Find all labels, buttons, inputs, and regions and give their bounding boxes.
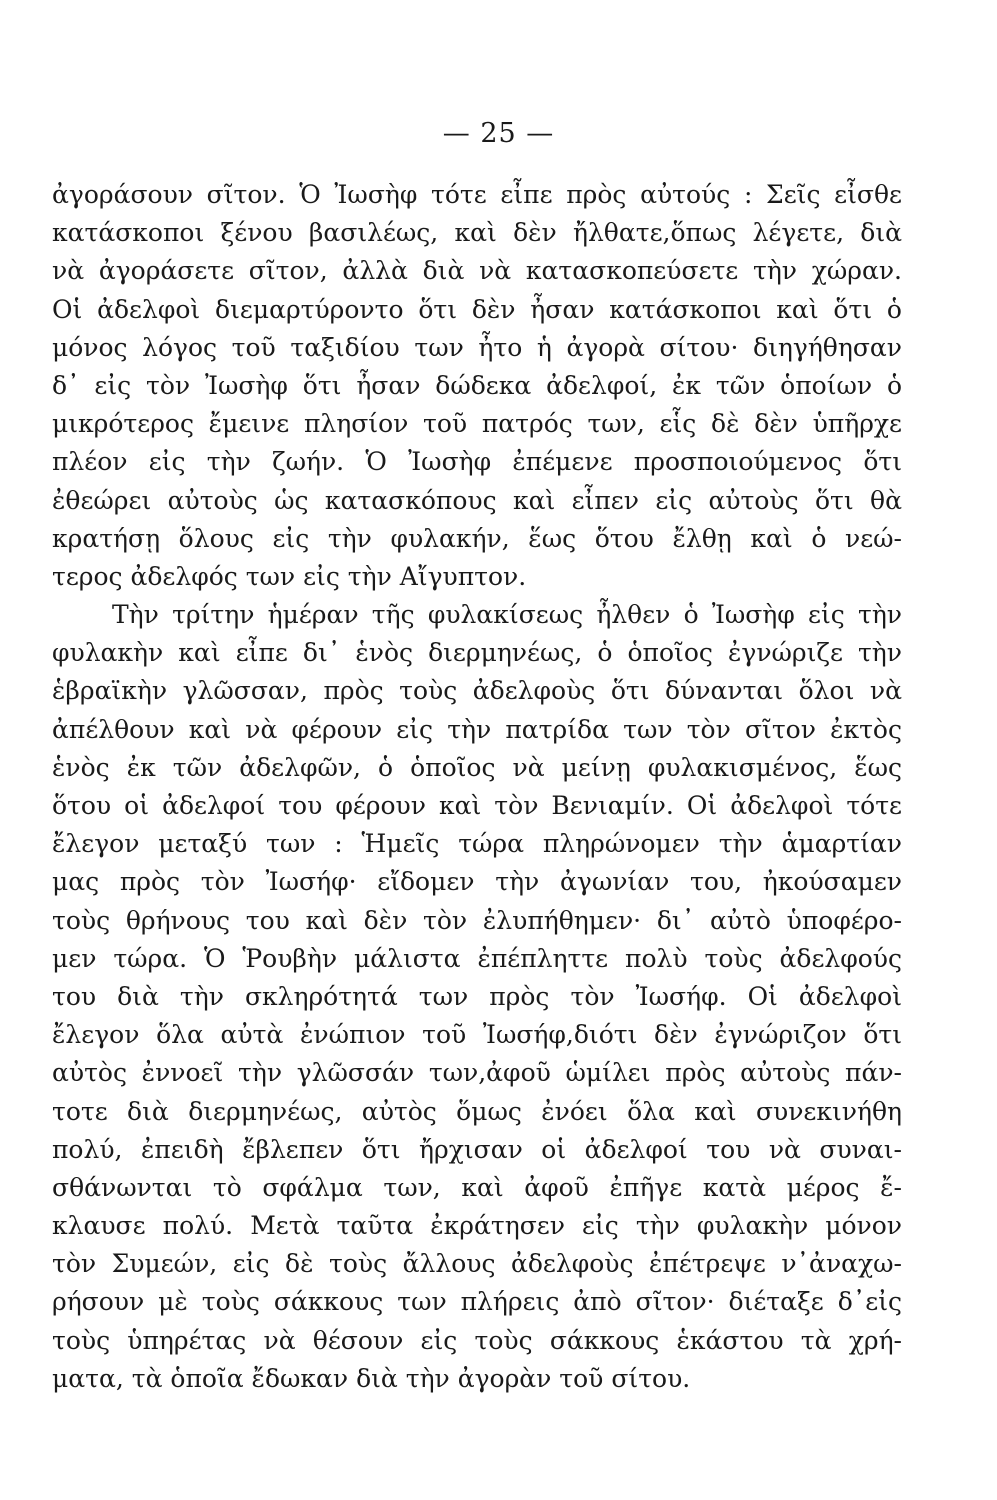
text-line: πολύ, ἐπειδὴ ἔβλεπεν ὅτι ἤρχισαν οἱ ἀδελφοί του νὰ συναι- bbox=[52, 1134, 902, 1164]
text-line: ἑβραϊκὴν γλῶσσαν, πρὸς τοὺς ἀδελφοὺς ὅτι δύνανται ὅλοι νὰ bbox=[52, 676, 902, 706]
text-line: ρήσουν μὲ τοὺς σάκκους των πλήρεις ἀπὸ σῖτον· διέταξε δ᾽εἰς bbox=[52, 1287, 902, 1317]
text-line: πλέον εἰς τὴν ζωήν. Ὁ Ἰωσὴφ ἐπέμενε προσποιούμενος ὅτι bbox=[52, 447, 902, 477]
text-line: τοὺς θρήνους του καὶ δὲν τὸν ἐλυπήθημεν· δι᾽ αὐτὸ ὑποφέρο- bbox=[52, 905, 902, 935]
text-line: φυλακὴν καὶ εἶπε δι᾽ ἑνὸς διερμηνέως, ὁ ὁποῖος ἐγνώριζε τὴν bbox=[52, 638, 902, 668]
text-line: ἀγοράσουν σῖτον. Ὁ Ἰωσὴφ τότε εἶπε πρὸς αὐτούς : Σεῖς εἶσθε bbox=[52, 180, 902, 209]
text-line: Τὴν τρίτην ἡμέραν τῆς φυλακίσεως ἦλθεν ὁ Ἰωσὴφ εἰς τὴν bbox=[112, 600, 902, 630]
text-line: αὐτὸς ἐννοεῖ τὴν γλῶσσάν των,ἀφοῦ ὡμίλει πρὸς αὐτοὺς πάν- bbox=[52, 1058, 902, 1088]
text-line: Οἱ ἀδελφοὶ διεμαρτύροντο ὅτι δὲν ἦσαν κατάσκοποι καὶ ὅτι ὁ bbox=[52, 294, 902, 324]
text-line: τὸν Συμεών, εἰς δὲ τοὺς ἄλλους ἀδελφοὺς ἐπέτρεψε ν᾽ἀναχω- bbox=[52, 1249, 902, 1279]
text-line: δ᾽ εἰς τὸν Ἰωσὴφ ὅτι ἦσαν δώδεκα ἀδελφοί, ἐκ τῶν ὁποίων ὁ bbox=[52, 370, 902, 400]
text-line: κρατήσῃ ὅλους εἰς τὴν φυλακήν, ἕως ὅτου ἔλθῃ καὶ ὁ νεώ- bbox=[52, 523, 902, 553]
text-line: ὅτου οἱ ἀδελφοί του φέρουν καὶ τὸν Βενιαμίν. Οἱ ἀδελφοὶ τότε bbox=[52, 791, 902, 820]
text-line: κλαυσε πολύ. Μετὰ ταῦτα ἐκράτησεν εἰς τὴν φυλακὴν μόνον bbox=[52, 1211, 902, 1241]
text-line: του διὰ τὴν σκληρότητά των πρὸς τὸν Ἰωσήφ. Οἱ ἀδελφοὶ bbox=[52, 981, 902, 1011]
text-line: μας πρὸς τὸν Ἰωσήφ· εἴδομεν τὴν ἀγωνίαν του, ἠκούσαμεν bbox=[52, 867, 902, 897]
text-line: μόνος λόγος τοῦ ταξιδίου των ἦτο ἡ ἀγορὰ σίτου· διηγήθησαν bbox=[52, 332, 902, 362]
text-line: ματα, τὰ ὁποῖα ἔδωκαν διὰ τὴν ἀγορὰν τοῦ σίτου. bbox=[52, 1363, 691, 1393]
text-line: μικρότερος ἔμεινε πλησίον τοῦ πατρός των, εἷς δὲ δὲν ὑπῆρχε bbox=[52, 409, 902, 439]
body-text bbox=[52, 176, 902, 1398]
text-line: τερος ἀδελφός των εἰς τὴν Αἴγυπτον. bbox=[52, 561, 527, 591]
text-line: τοτε διὰ διερμηνέως, αὐτὸς ὅμως ἐνόει ὅλα καὶ συνεκινήθη bbox=[52, 1096, 902, 1126]
text-line: νὰ ἀγοράσετε σῖτον, ἀλλὰ διὰ νὰ κατασκοπεύσετε τὴν χώραν. bbox=[52, 256, 902, 286]
text-line: τοὺς ὑπηρέτας νὰ θέσουν εἰς τοὺς σάκκους ἑκάστου τὰ χρή- bbox=[52, 1325, 902, 1355]
text-line: ἔλεγον ὅλα αὐτὰ ἐνώπιον τοῦ Ἰωσήφ,διότι δὲν ἐγνώριζον ὅτι bbox=[52, 1020, 902, 1050]
text-line: σθάνωνται τὸ σφάλμα των, καὶ ἀφοῦ ἐπῆγε κατὰ μέρος ἔ- bbox=[52, 1172, 902, 1202]
text-line: μεν τώρα. Ὁ Ῥουβὴν μάλιστα ἐπέπληττε πολὺ τοὺς ἀδελφούς bbox=[52, 943, 902, 973]
text-line: ἔλεγον μεταξύ των : Ἡμεῖς τώρα πληρώνομεν τὴν ἁμαρτίαν bbox=[52, 829, 902, 859]
text-line: ἀπέλθουν καὶ νὰ φέρουν εἰς τὴν πατρίδα των τὸν σῖτον ἐκτὸς bbox=[52, 714, 902, 744]
text-line: ἑνὸς ἐκ τῶν ἀδελφῶν, ὁ ὁποῖος νὰ μείνῃ φυλακισμένος, ἕως bbox=[52, 752, 902, 782]
text-line: ἐθεώρει αὐτοὺς ὡς κατασκόπους καὶ εἶπεν εἰς αὐτοὺς ὅτι θὰ bbox=[52, 485, 902, 515]
text-line: κατάσκοποι ξένου βασιλέως, καὶ δὲν ἤλθατε,ὅπως λέγετε, διὰ bbox=[52, 218, 902, 248]
page-number: — 25 — bbox=[442, 118, 555, 149]
